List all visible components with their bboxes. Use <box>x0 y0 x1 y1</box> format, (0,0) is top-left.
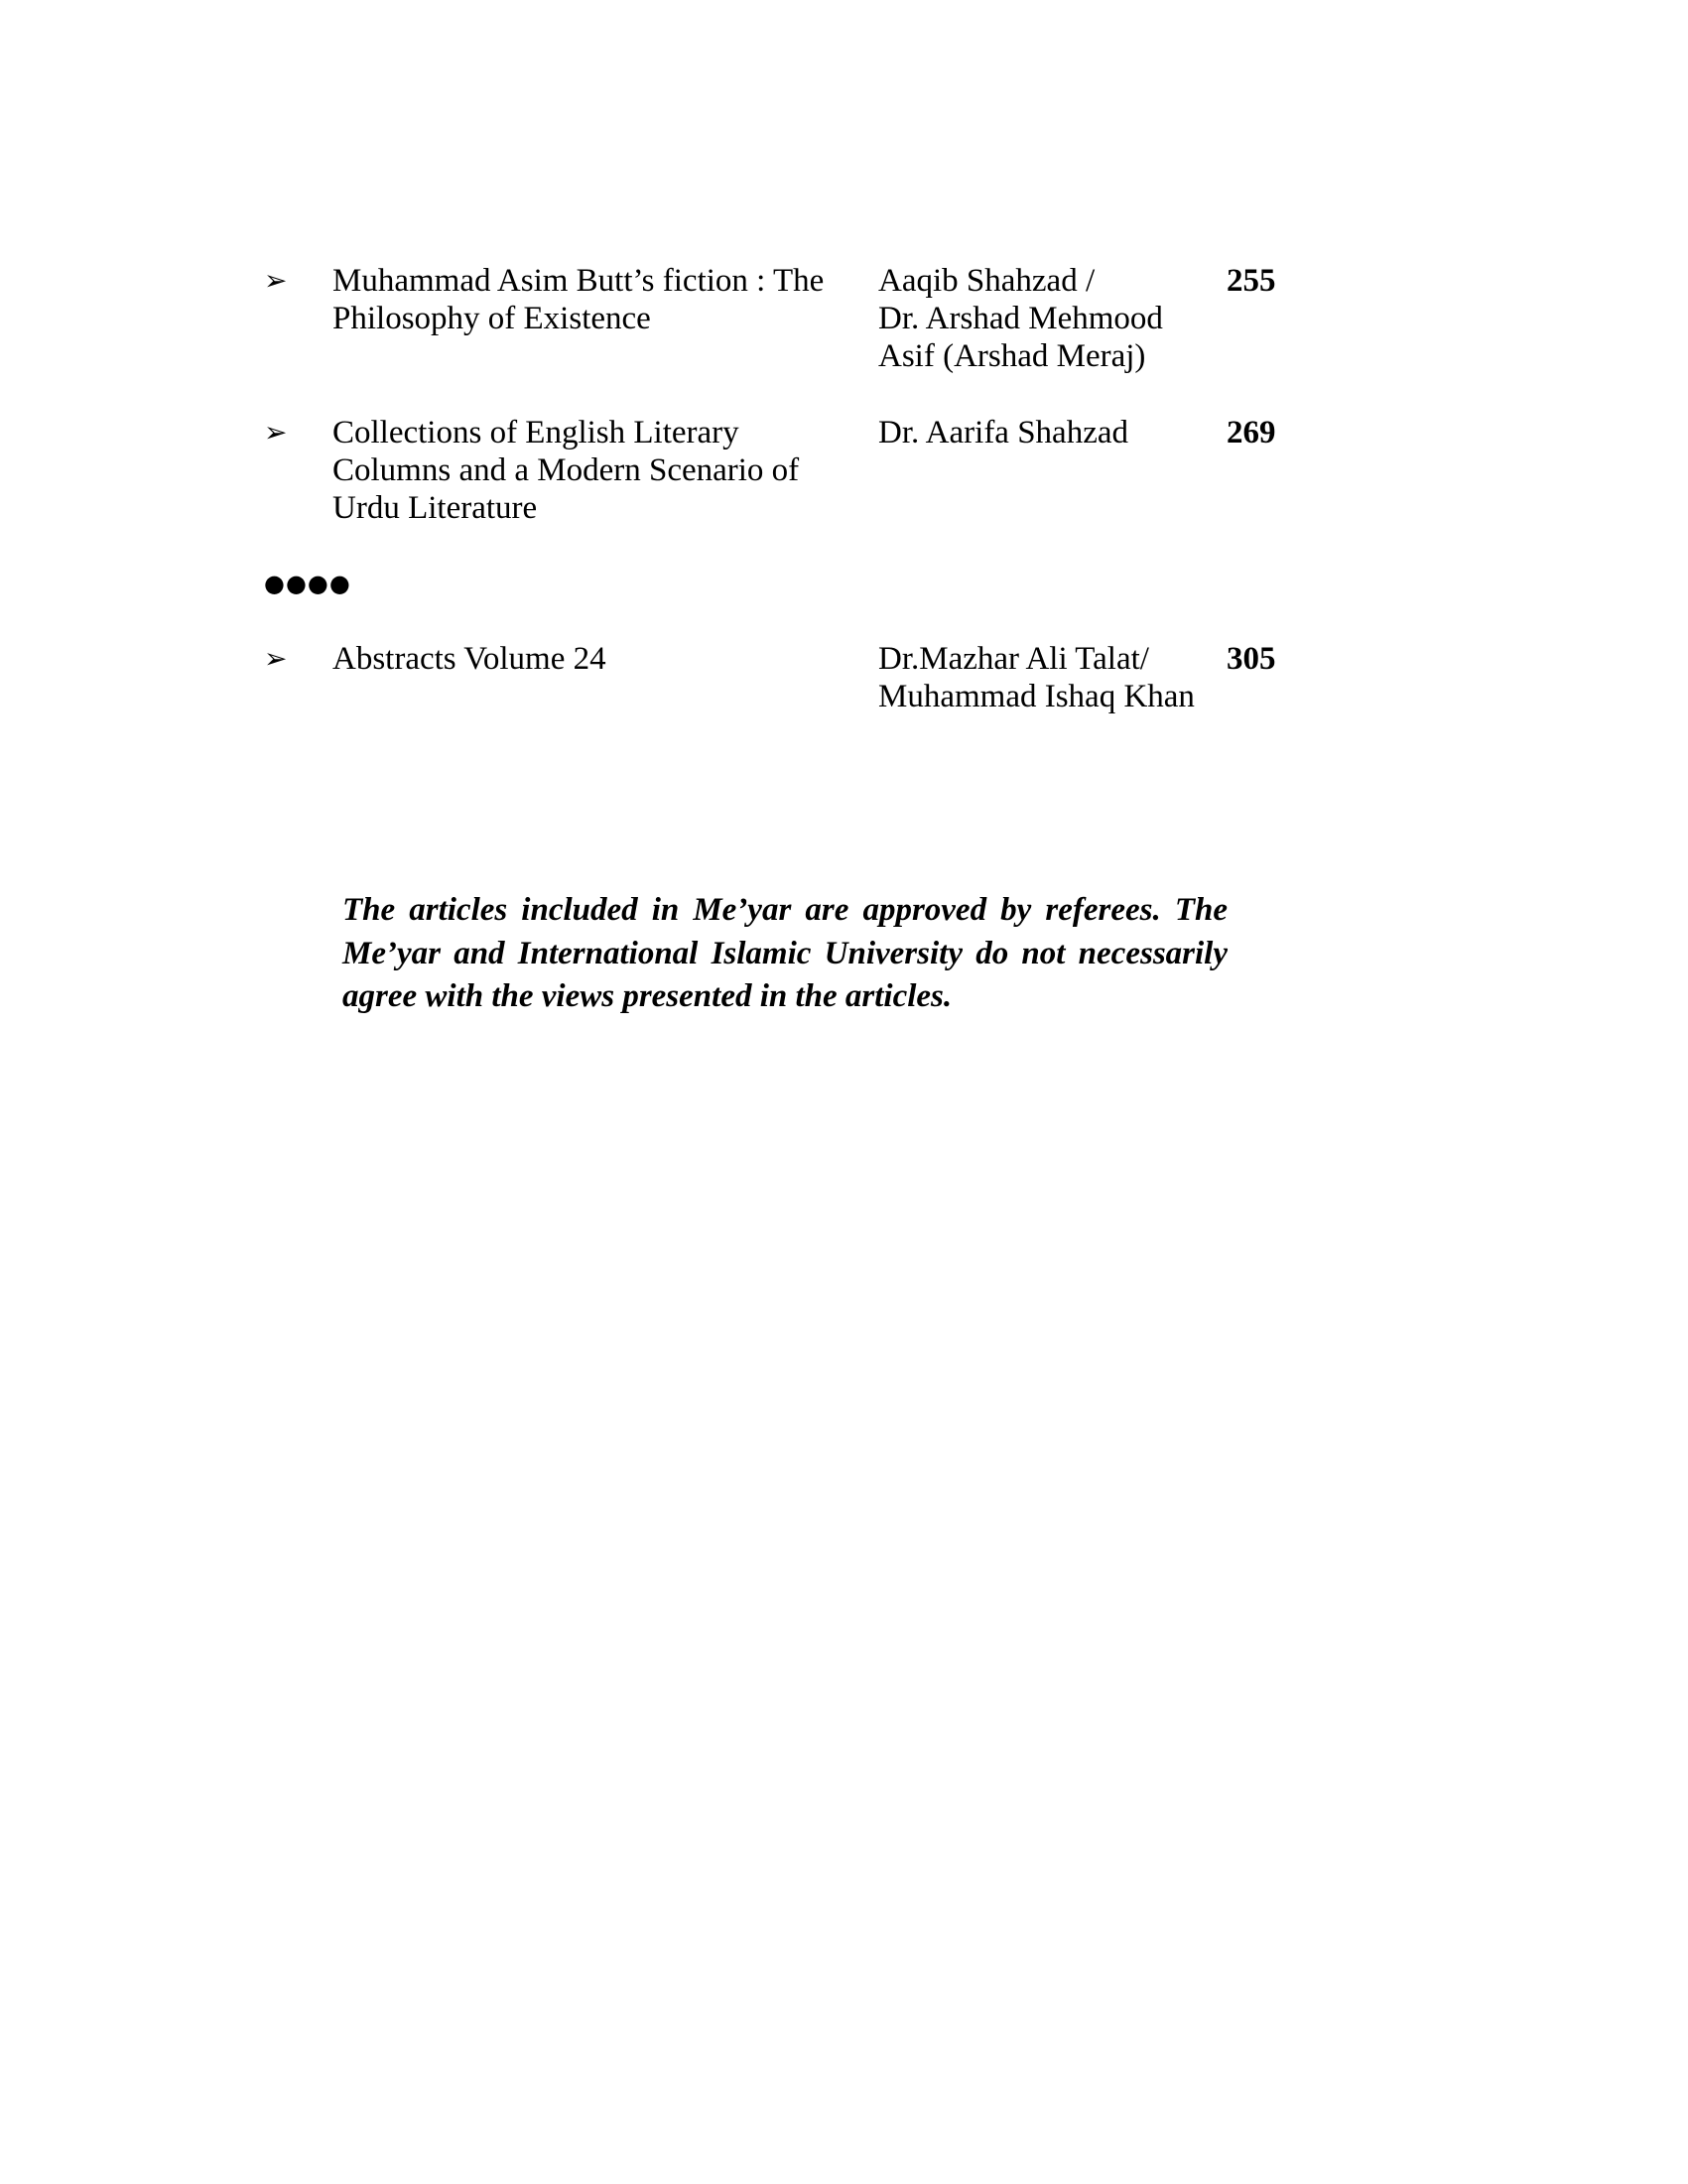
entry-title-line: Urdu Literature <box>332 490 538 526</box>
arrow-bullet-icon: ➢ <box>264 642 288 675</box>
entry-author-line: Dr. Aarifa Shahzad <box>878 415 1128 450</box>
entry-page-number: 255 <box>1227 263 1276 299</box>
entry-author <box>878 262 1226 375</box>
entry-author-line: Aaqib Shahzad / <box>878 263 1096 299</box>
entry-page-number: 305 <box>1227 641 1276 677</box>
entry-title <box>332 640 858 678</box>
disclaimer-line: The articles included in Me’yar are approved by referees. The <box>342 892 1228 928</box>
entry-author <box>878 414 1226 451</box>
entry-page-number: 269 <box>1227 415 1276 450</box>
entry-title <box>332 414 858 527</box>
entry-title-line: Muhammad Asim Butt’s fiction : The <box>332 263 825 299</box>
entry-title-line: Philosophy of Existence <box>332 301 651 336</box>
disclaimer-note <box>342 889 1228 1019</box>
entry-author-line: Dr. Arshad Mehmood <box>878 301 1163 336</box>
entry-title <box>332 262 858 337</box>
arrow-bullet-icon: ➢ <box>264 264 288 297</box>
entry-title-line: Columns and a Modern Scenario of <box>332 452 800 488</box>
entry-title-line: Collections of English Literary <box>332 415 739 450</box>
section-separator: ●●●● <box>264 570 351 597</box>
disclaimer-line: Me’yar and International Islamic University do not necessarily <box>342 935 1228 971</box>
entry-title-line: Abstracts Volume 24 <box>332 641 606 677</box>
entry-author-line: Dr.Mazhar Ali Talat/ <box>878 641 1149 677</box>
disclaimer-line: agree with the views presented in the articles. <box>342 978 953 1014</box>
entry-author <box>878 640 1226 715</box>
entry-author-line: Muhammad Ishaq Khan <box>878 679 1195 714</box>
entry-author-line: Asif (Arshad Meraj) <box>878 338 1146 374</box>
arrow-bullet-icon: ➢ <box>264 416 288 449</box>
